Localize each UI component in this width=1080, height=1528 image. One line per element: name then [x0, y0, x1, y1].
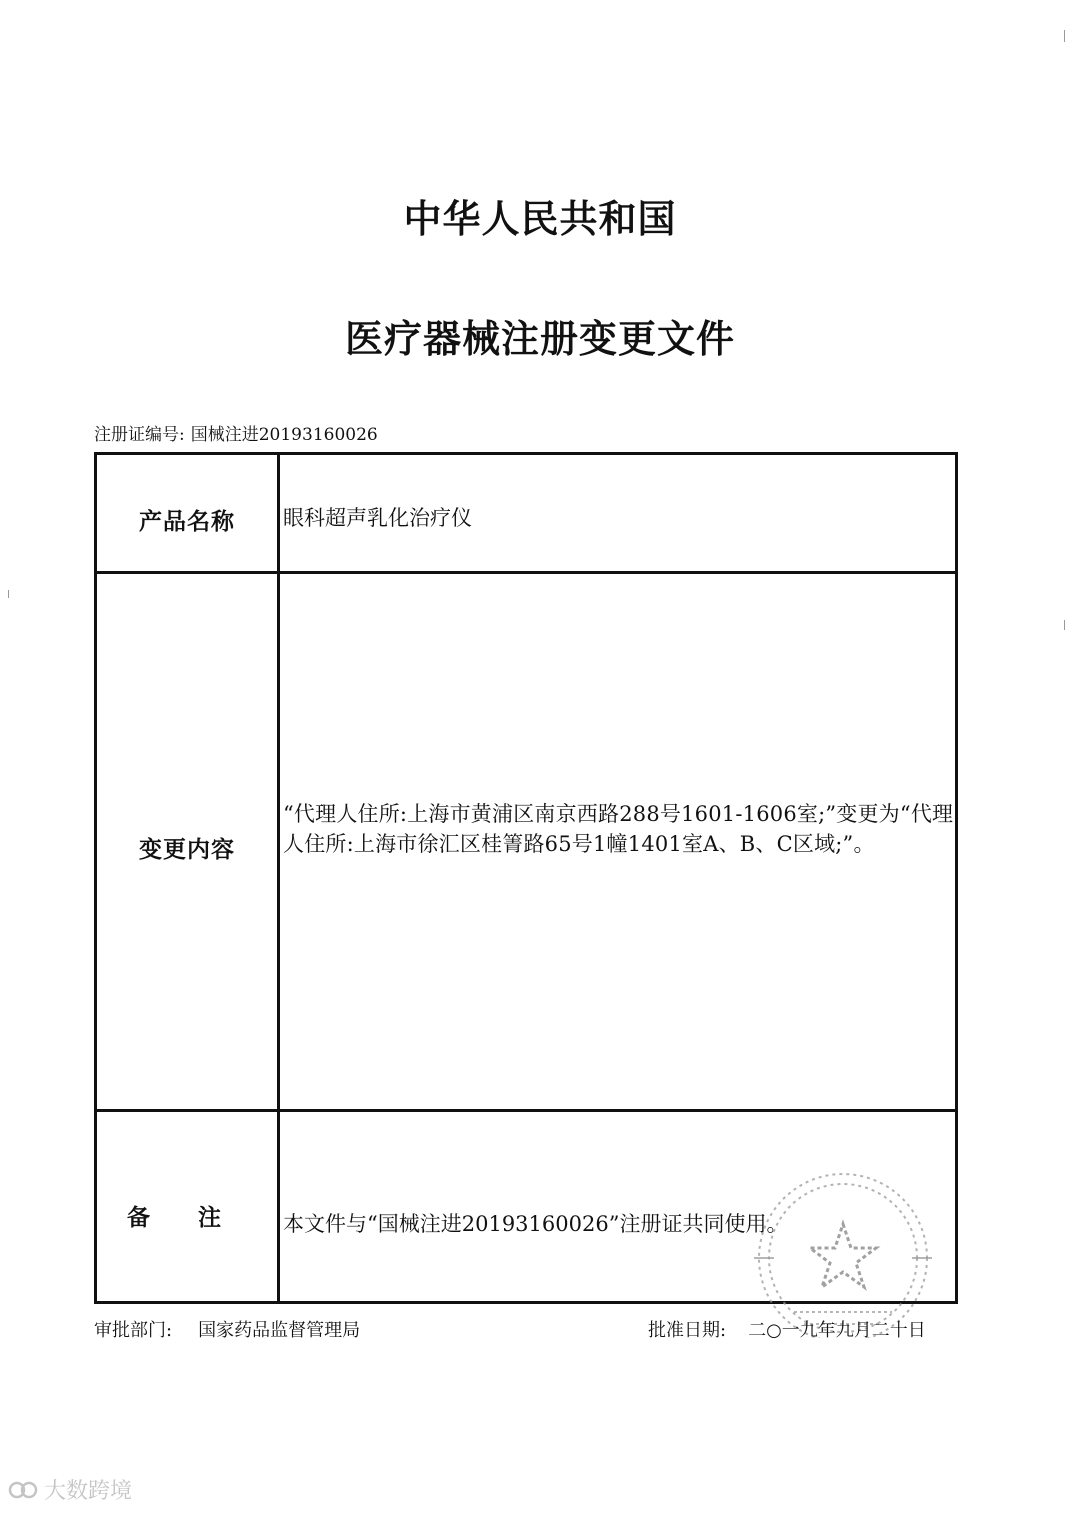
watermark: [8, 1474, 132, 1505]
table-divider-vertical: [277, 455, 280, 1301]
change-info-table: [94, 452, 958, 1304]
table-divider-row-2: [97, 1109, 955, 1112]
change-content-label: 变更内容: [139, 837, 235, 863]
registration-number-value: 国械注进20193160026: [190, 425, 378, 445]
registration-number-label: 注册证编号:: [94, 425, 185, 445]
approval-date-value: 二○一九年九月二十日: [748, 1320, 926, 1341]
scan-edge-mark: [1064, 30, 1065, 42]
product-name-value: 眼科超声乳化治疗仪: [283, 506, 472, 530]
approval-date-label: 批准日期:: [648, 1320, 727, 1341]
approval-department: [94, 1316, 360, 1342]
approval-department-label: 审批部门:: [94, 1320, 173, 1341]
product-name-label: 产品名称: [139, 509, 235, 535]
change-content-value: “代理人住所:上海市黄浦区南京西路288号1601-1606室;”变更为“代理人住所:上海市徐汇区桂箐路65号1幢1401室A、B、C区域;”。: [283, 802, 954, 856]
remarks-label: 备注: [127, 1205, 269, 1231]
document-title-country: 中华人民共和国: [403, 197, 677, 241]
watermark-logo-icon: [8, 1479, 38, 1501]
table-divider-row-1: [97, 571, 955, 574]
document-title: 医疗器械注册变更文件: [344, 317, 735, 361]
scan-edge-mark: [8, 590, 9, 598]
remarks-value: 本文件与“国械注进20193160026”注册证共同使用。: [283, 1212, 788, 1236]
watermark-text: 大数跨境: [44, 1479, 133, 1504]
approval-date: [648, 1316, 926, 1342]
scan-edge-mark: [1064, 620, 1065, 630]
registration-number: [94, 420, 378, 445]
approval-department-value: 国家药品监督管理局: [198, 1320, 361, 1341]
